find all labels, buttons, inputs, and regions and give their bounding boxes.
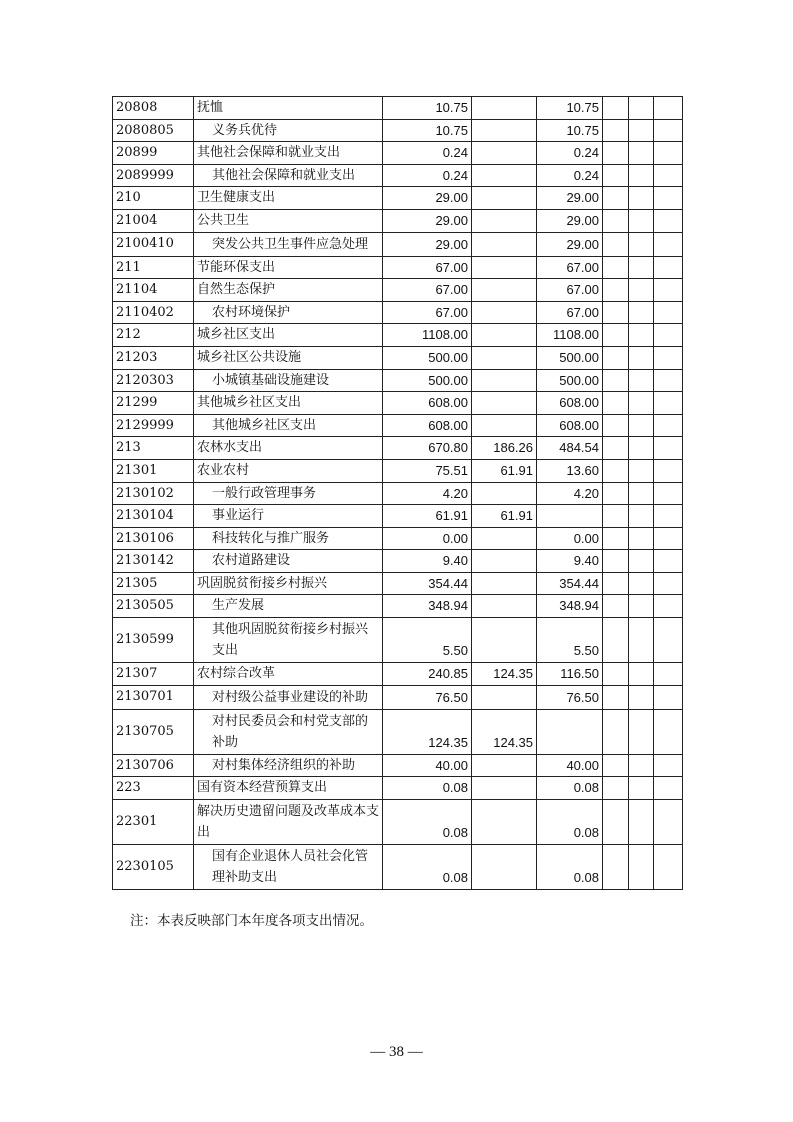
subject-name-cell: 国有资本经营预算支出 bbox=[194, 777, 383, 800]
subject-name-cell: 抚恤 bbox=[194, 97, 383, 120]
table-row bbox=[113, 618, 683, 663]
total-cell: 500.00 bbox=[383, 346, 472, 369]
empty-cell bbox=[629, 346, 654, 369]
empty-cell bbox=[654, 392, 683, 415]
empty-cell bbox=[654, 209, 683, 232]
subject-code-cell: 22301 bbox=[113, 799, 194, 844]
subject-code-cell: 2130701 bbox=[113, 685, 194, 709]
table-row bbox=[113, 663, 683, 686]
project-expenditure-cell: 354.44 bbox=[537, 572, 603, 595]
table-row bbox=[113, 279, 683, 302]
total-cell: 0.08 bbox=[383, 844, 472, 889]
empty-cell bbox=[629, 301, 654, 324]
empty-cell bbox=[654, 187, 683, 210]
subject-code-cell: 2080805 bbox=[113, 119, 194, 142]
subject-code-cell: 213 bbox=[113, 437, 194, 460]
table-note: 注：本表反映部门本年度各项支出情况。 bbox=[130, 913, 373, 929]
empty-cell bbox=[654, 572, 683, 595]
empty-cell bbox=[654, 685, 683, 709]
basic-expenditure-cell bbox=[472, 414, 537, 437]
subject-code-cell: 210 bbox=[113, 187, 194, 210]
table-row bbox=[113, 256, 683, 279]
basic-expenditure-cell bbox=[472, 164, 537, 187]
project-expenditure-cell: 608.00 bbox=[537, 414, 603, 437]
basic-expenditure-cell bbox=[472, 482, 537, 505]
total-cell: 67.00 bbox=[383, 301, 472, 324]
subject-name-cell: 农林水支出 bbox=[194, 437, 383, 460]
empty-cell bbox=[603, 119, 629, 142]
subject-name-cell: 农村综合改革 bbox=[194, 663, 383, 686]
project-expenditure-cell: 29.00 bbox=[537, 209, 603, 232]
total-cell: 10.75 bbox=[383, 119, 472, 142]
project-expenditure-cell: 4.20 bbox=[537, 482, 603, 505]
project-expenditure-cell: 67.00 bbox=[537, 256, 603, 279]
empty-cell bbox=[629, 572, 654, 595]
subject-code-cell: 212 bbox=[113, 324, 194, 347]
subject-code-cell: 2100410 bbox=[113, 232, 194, 256]
total-cell: 29.00 bbox=[383, 232, 472, 256]
empty-cell bbox=[603, 142, 629, 165]
empty-cell bbox=[629, 777, 654, 800]
subject-name-cell: 对村民委员会和村党支部的补助 bbox=[194, 709, 383, 754]
empty-cell bbox=[654, 754, 683, 777]
subject-code-cell: 21307 bbox=[113, 663, 194, 686]
empty-cell bbox=[603, 97, 629, 120]
expenditure-table bbox=[112, 96, 683, 890]
table-row bbox=[113, 595, 683, 618]
empty-cell bbox=[603, 618, 629, 663]
subject-name-cell: 解决历史遗留问题及改革成本支出 bbox=[194, 799, 383, 844]
empty-cell bbox=[629, 618, 654, 663]
subject-name-cell: 小城镇基础设施建设 bbox=[194, 369, 383, 392]
project-expenditure-cell: 67.00 bbox=[537, 279, 603, 302]
subject-name-cell: 一般行政管理事务 bbox=[194, 482, 383, 505]
subject-code-cell: 21301 bbox=[113, 459, 194, 482]
project-expenditure-cell: 67.00 bbox=[537, 301, 603, 324]
subject-name-cell: 其他社会保障和就业支出 bbox=[194, 164, 383, 187]
basic-expenditure-cell bbox=[472, 527, 537, 550]
subject-name-cell: 卫生健康支出 bbox=[194, 187, 383, 210]
project-expenditure-cell: 500.00 bbox=[537, 346, 603, 369]
empty-cell bbox=[629, 709, 654, 754]
project-expenditure-cell: 348.94 bbox=[537, 595, 603, 618]
empty-cell bbox=[603, 414, 629, 437]
total-cell: 29.00 bbox=[383, 209, 472, 232]
basic-expenditure-cell: 61.91 bbox=[472, 505, 537, 528]
table-row bbox=[113, 97, 683, 120]
empty-cell bbox=[603, 392, 629, 415]
empty-cell bbox=[629, 164, 654, 187]
subject-code-cell: 21299 bbox=[113, 392, 194, 415]
subject-name-cell: 农业农村 bbox=[194, 459, 383, 482]
subject-code-cell: 2120303 bbox=[113, 369, 194, 392]
table-row bbox=[113, 187, 683, 210]
empty-cell bbox=[629, 754, 654, 777]
subject-code-cell: 2130142 bbox=[113, 550, 194, 573]
empty-cell bbox=[654, 482, 683, 505]
total-cell: 9.40 bbox=[383, 550, 472, 573]
project-expenditure-cell: 0.08 bbox=[537, 777, 603, 800]
subject-name-cell: 农村环境保护 bbox=[194, 301, 383, 324]
empty-cell bbox=[603, 572, 629, 595]
subject-name-cell: 城乡社区公共设施 bbox=[194, 346, 383, 369]
empty-cell bbox=[654, 142, 683, 165]
subject-name-cell: 其他城乡社区支出 bbox=[194, 392, 383, 415]
project-expenditure-cell: 1108.00 bbox=[537, 324, 603, 347]
total-cell: 1108.00 bbox=[383, 324, 472, 347]
table-row bbox=[113, 505, 683, 528]
project-expenditure-cell: 40.00 bbox=[537, 754, 603, 777]
subject-name-cell: 事业运行 bbox=[194, 505, 383, 528]
subject-code-cell: 2130706 bbox=[113, 754, 194, 777]
table-row bbox=[113, 482, 683, 505]
table-row bbox=[113, 232, 683, 256]
subject-name-cell: 国有企业退休人员社会化管理补助支出 bbox=[194, 844, 383, 889]
basic-expenditure-cell bbox=[472, 119, 537, 142]
empty-cell bbox=[629, 324, 654, 347]
subject-name-cell: 其他社会保障和就业支出 bbox=[194, 142, 383, 165]
project-expenditure-cell: 484.54 bbox=[537, 437, 603, 460]
table-row bbox=[113, 392, 683, 415]
empty-cell bbox=[654, 799, 683, 844]
empty-cell bbox=[629, 527, 654, 550]
basic-expenditure-cell: 186.26 bbox=[472, 437, 537, 460]
empty-cell bbox=[629, 799, 654, 844]
subject-code-cell: 21004 bbox=[113, 209, 194, 232]
empty-cell bbox=[654, 256, 683, 279]
total-cell: 29.00 bbox=[383, 187, 472, 210]
subject-code-cell: 2230105 bbox=[113, 844, 194, 889]
project-expenditure-cell bbox=[537, 505, 603, 528]
subject-name-cell: 自然生态保护 bbox=[194, 279, 383, 302]
empty-cell bbox=[654, 459, 683, 482]
basic-expenditure-cell: 61.91 bbox=[472, 459, 537, 482]
project-expenditure-cell: 116.50 bbox=[537, 663, 603, 686]
subject-code-cell: 2130102 bbox=[113, 482, 194, 505]
basic-expenditure-cell: 124.35 bbox=[472, 709, 537, 754]
empty-cell bbox=[603, 799, 629, 844]
empty-cell bbox=[603, 754, 629, 777]
subject-name-cell: 巩固脱贫衔接乡村振兴 bbox=[194, 572, 383, 595]
empty-cell bbox=[629, 187, 654, 210]
total-cell: 67.00 bbox=[383, 256, 472, 279]
project-expenditure-cell: 29.00 bbox=[537, 187, 603, 210]
empty-cell bbox=[654, 437, 683, 460]
empty-cell bbox=[629, 119, 654, 142]
project-expenditure-cell: 76.50 bbox=[537, 685, 603, 709]
subject-code-cell: 2089999 bbox=[113, 164, 194, 187]
empty-cell bbox=[629, 844, 654, 889]
project-expenditure-cell: 0.24 bbox=[537, 164, 603, 187]
empty-cell bbox=[603, 324, 629, 347]
total-cell: 0.24 bbox=[383, 164, 472, 187]
basic-expenditure-cell bbox=[472, 618, 537, 663]
empty-cell bbox=[654, 164, 683, 187]
subject-code-cell: 211 bbox=[113, 256, 194, 279]
total-cell: 0.00 bbox=[383, 527, 472, 550]
empty-cell bbox=[603, 279, 629, 302]
subject-code-cell: 223 bbox=[113, 777, 194, 800]
project-expenditure-cell: 608.00 bbox=[537, 392, 603, 415]
basic-expenditure-cell bbox=[472, 232, 537, 256]
empty-cell bbox=[603, 527, 629, 550]
table-row bbox=[113, 369, 683, 392]
subject-code-cell: 20899 bbox=[113, 142, 194, 165]
empty-cell bbox=[603, 209, 629, 232]
table-row bbox=[113, 414, 683, 437]
empty-cell bbox=[603, 187, 629, 210]
empty-cell bbox=[654, 414, 683, 437]
empty-cell bbox=[603, 346, 629, 369]
table-body bbox=[113, 97, 683, 890]
total-cell: 354.44 bbox=[383, 572, 472, 595]
table-row bbox=[113, 799, 683, 844]
subject-code-cell: 2130505 bbox=[113, 595, 194, 618]
subject-name-cell: 公共卫生 bbox=[194, 209, 383, 232]
table-row bbox=[113, 685, 683, 709]
total-cell: 240.85 bbox=[383, 663, 472, 686]
basic-expenditure-cell bbox=[472, 369, 537, 392]
subject-code-cell: 2129999 bbox=[113, 414, 194, 437]
page-number: — 38 — bbox=[370, 1044, 423, 1060]
empty-cell bbox=[603, 459, 629, 482]
basic-expenditure-cell bbox=[472, 844, 537, 889]
empty-cell bbox=[603, 164, 629, 187]
total-cell: 67.00 bbox=[383, 279, 472, 302]
empty-cell bbox=[603, 256, 629, 279]
total-cell: 608.00 bbox=[383, 414, 472, 437]
subject-name-cell: 其他城乡社区支出 bbox=[194, 414, 383, 437]
empty-cell bbox=[603, 437, 629, 460]
total-cell: 124.35 bbox=[383, 709, 472, 754]
empty-cell bbox=[629, 279, 654, 302]
empty-cell bbox=[603, 369, 629, 392]
empty-cell bbox=[629, 663, 654, 686]
empty-cell bbox=[603, 595, 629, 618]
empty-cell bbox=[654, 119, 683, 142]
project-expenditure-cell: 0.08 bbox=[537, 844, 603, 889]
empty-cell bbox=[603, 709, 629, 754]
empty-cell bbox=[629, 256, 654, 279]
empty-cell bbox=[603, 301, 629, 324]
subject-name-cell: 突发公共卫生事件应急处理 bbox=[194, 232, 383, 256]
project-expenditure-cell: 500.00 bbox=[537, 369, 603, 392]
empty-cell bbox=[654, 595, 683, 618]
table-row bbox=[113, 346, 683, 369]
basic-expenditure-cell bbox=[472, 799, 537, 844]
empty-cell bbox=[654, 844, 683, 889]
empty-cell bbox=[629, 97, 654, 120]
basic-expenditure-cell bbox=[472, 256, 537, 279]
total-cell: 10.75 bbox=[383, 97, 472, 120]
subject-code-cell: 21305 bbox=[113, 572, 194, 595]
empty-cell bbox=[603, 777, 629, 800]
table-row bbox=[113, 324, 683, 347]
table-row bbox=[113, 301, 683, 324]
table-row bbox=[113, 142, 683, 165]
subject-code-cell: 2130104 bbox=[113, 505, 194, 528]
total-cell: 40.00 bbox=[383, 754, 472, 777]
project-expenditure-cell: 5.50 bbox=[537, 618, 603, 663]
basic-expenditure-cell bbox=[472, 777, 537, 800]
subject-name-cell: 科技转化与推广服务 bbox=[194, 527, 383, 550]
empty-cell bbox=[654, 663, 683, 686]
empty-cell bbox=[654, 324, 683, 347]
empty-cell bbox=[603, 482, 629, 505]
project-expenditure-cell: 0.00 bbox=[537, 527, 603, 550]
subject-name-cell: 城乡社区支出 bbox=[194, 324, 383, 347]
basic-expenditure-cell bbox=[472, 97, 537, 120]
table-row bbox=[113, 459, 683, 482]
empty-cell bbox=[654, 505, 683, 528]
project-expenditure-cell: 10.75 bbox=[537, 119, 603, 142]
empty-cell bbox=[654, 346, 683, 369]
empty-cell bbox=[629, 209, 654, 232]
subject-code-cell: 21104 bbox=[113, 279, 194, 302]
empty-cell bbox=[629, 550, 654, 573]
project-expenditure-cell: 29.00 bbox=[537, 232, 603, 256]
basic-expenditure-cell bbox=[472, 301, 537, 324]
empty-cell bbox=[629, 392, 654, 415]
basic-expenditure-cell bbox=[472, 685, 537, 709]
subject-name-cell: 生产发展 bbox=[194, 595, 383, 618]
table-row bbox=[113, 844, 683, 889]
total-cell: 670.80 bbox=[383, 437, 472, 460]
subject-name-cell: 对村集体经济组织的补助 bbox=[194, 754, 383, 777]
subject-name-cell: 节能环保支出 bbox=[194, 256, 383, 279]
subject-name-cell: 农村道路建设 bbox=[194, 550, 383, 573]
subject-code-cell: 21203 bbox=[113, 346, 194, 369]
subject-name-cell: 义务兵优待 bbox=[194, 119, 383, 142]
empty-cell bbox=[629, 482, 654, 505]
table-row bbox=[113, 709, 683, 754]
empty-cell bbox=[654, 709, 683, 754]
total-cell: 348.94 bbox=[383, 595, 472, 618]
basic-expenditure-cell bbox=[472, 324, 537, 347]
subject-code-cell: 2130599 bbox=[113, 618, 194, 663]
basic-expenditure-cell bbox=[472, 392, 537, 415]
table-row bbox=[113, 209, 683, 232]
table-row bbox=[113, 754, 683, 777]
empty-cell bbox=[654, 279, 683, 302]
basic-expenditure-cell bbox=[472, 279, 537, 302]
basic-expenditure-cell bbox=[472, 572, 537, 595]
subject-name-cell: 对村级公益事业建设的补助 bbox=[194, 685, 383, 709]
empty-cell bbox=[629, 595, 654, 618]
table-row bbox=[113, 527, 683, 550]
total-cell: 4.20 bbox=[383, 482, 472, 505]
project-expenditure-cell: 0.08 bbox=[537, 799, 603, 844]
total-cell: 608.00 bbox=[383, 392, 472, 415]
table-row bbox=[113, 437, 683, 460]
empty-cell bbox=[629, 505, 654, 528]
basic-expenditure-cell bbox=[472, 209, 537, 232]
project-expenditure-cell bbox=[537, 709, 603, 754]
empty-cell bbox=[654, 301, 683, 324]
empty-cell bbox=[629, 369, 654, 392]
basic-expenditure-cell: 124.35 bbox=[472, 663, 537, 686]
basic-expenditure-cell bbox=[472, 550, 537, 573]
total-cell: 0.08 bbox=[383, 777, 472, 800]
subject-code-cell: 2110402 bbox=[113, 301, 194, 324]
project-expenditure-cell: 13.60 bbox=[537, 459, 603, 482]
empty-cell bbox=[654, 232, 683, 256]
empty-cell bbox=[654, 527, 683, 550]
empty-cell bbox=[654, 369, 683, 392]
table-row bbox=[113, 550, 683, 573]
subject-code-cell: 2130705 bbox=[113, 709, 194, 754]
total-cell: 75.51 bbox=[383, 459, 472, 482]
total-cell: 0.24 bbox=[383, 142, 472, 165]
total-cell: 76.50 bbox=[383, 685, 472, 709]
empty-cell bbox=[603, 232, 629, 256]
empty-cell bbox=[603, 663, 629, 686]
total-cell: 0.08 bbox=[383, 799, 472, 844]
table-row bbox=[113, 119, 683, 142]
empty-cell bbox=[603, 844, 629, 889]
subject-name-cell: 其他巩固脱贫衔接乡村振兴支出 bbox=[194, 618, 383, 663]
basic-expenditure-cell bbox=[472, 754, 537, 777]
total-cell: 61.91 bbox=[383, 505, 472, 528]
empty-cell bbox=[654, 618, 683, 663]
empty-cell bbox=[629, 685, 654, 709]
total-cell: 500.00 bbox=[383, 369, 472, 392]
empty-cell bbox=[629, 437, 654, 460]
empty-cell bbox=[629, 414, 654, 437]
basic-expenditure-cell bbox=[472, 346, 537, 369]
project-expenditure-cell: 10.75 bbox=[537, 97, 603, 120]
basic-expenditure-cell bbox=[472, 595, 537, 618]
total-cell: 5.50 bbox=[383, 618, 472, 663]
table-row bbox=[113, 777, 683, 800]
table-row bbox=[113, 572, 683, 595]
basic-expenditure-cell bbox=[472, 187, 537, 210]
empty-cell bbox=[629, 142, 654, 165]
empty-cell bbox=[629, 232, 654, 256]
empty-cell bbox=[654, 777, 683, 800]
empty-cell bbox=[603, 685, 629, 709]
empty-cell bbox=[629, 459, 654, 482]
subject-code-cell: 20808 bbox=[113, 97, 194, 120]
subject-code-cell: 2130106 bbox=[113, 527, 194, 550]
project-expenditure-cell: 0.24 bbox=[537, 142, 603, 165]
basic-expenditure-cell bbox=[472, 142, 537, 165]
empty-cell bbox=[603, 550, 629, 573]
table-row bbox=[113, 164, 683, 187]
empty-cell bbox=[654, 97, 683, 120]
project-expenditure-cell: 9.40 bbox=[537, 550, 603, 573]
empty-cell bbox=[654, 550, 683, 573]
empty-cell bbox=[603, 505, 629, 528]
